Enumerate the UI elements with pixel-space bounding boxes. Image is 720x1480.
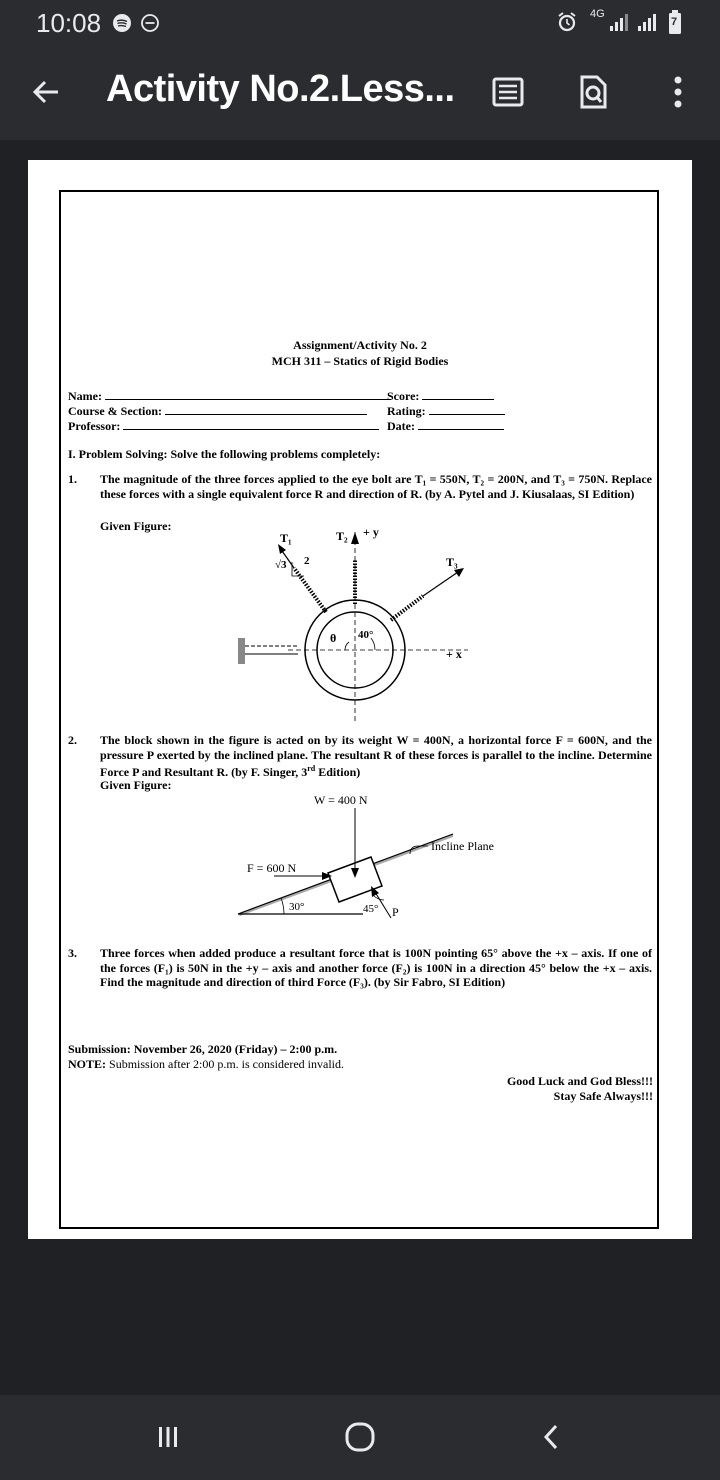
eye-bolt-figure bbox=[228, 525, 468, 732]
name-field bbox=[68, 388, 391, 404]
problem-2-text-sup: rd bbox=[307, 764, 316, 773]
t1-label: T₁ bbox=[280, 531, 292, 545]
two-label: 2 bbox=[304, 555, 310, 567]
incline-label: Incline Plane bbox=[431, 839, 494, 853]
problem-2-text bbox=[100, 733, 652, 780]
rating-label: Rating: bbox=[387, 404, 426, 418]
score-line bbox=[422, 388, 494, 400]
professor-label: Professor: bbox=[68, 419, 121, 433]
name-label: Name: bbox=[68, 389, 102, 403]
problem-2-given: Given Figure: bbox=[100, 778, 172, 792]
problem-3-text: Three forces when added produce a resultant force that is 100N pointing 65° above the +x – axis. If one of the forces (F₁) is 50N in the +y – axis and another force (F₂) is 100N in a direction 45° below the +x – axis. Find the magnitude and direction of third Force (F₃). (by Sir Fabro, SI Edition) bbox=[100, 946, 652, 989]
submission-note bbox=[68, 1057, 344, 1072]
status-bar bbox=[0, 0, 720, 44]
date-field bbox=[387, 418, 504, 434]
spotify-icon bbox=[112, 13, 132, 33]
problem-1-given: Given Figure: bbox=[100, 519, 172, 533]
signal-strength-icon bbox=[608, 12, 634, 32]
back-arrow-icon[interactable] bbox=[28, 74, 64, 110]
thirty-deg-arc bbox=[281, 898, 284, 914]
incline-figure bbox=[228, 792, 494, 920]
course-field bbox=[68, 403, 367, 419]
app-bar bbox=[0, 44, 720, 140]
recent-apps-icon[interactable] bbox=[146, 1417, 190, 1457]
course-label: Course & Section: bbox=[68, 404, 162, 418]
professor-field bbox=[68, 418, 379, 434]
forty-deg-label: 40° bbox=[358, 629, 374, 641]
theta-arc bbox=[345, 642, 349, 650]
navigation-bar bbox=[0, 1395, 720, 1480]
problem-1-text: The magnitude of the three forces applied to the eye bolt are T₁ = 550N, T₂ = 200N, and T₃ = 750N. Replace these forces with a single equivalent force R and direction of R. (by A. Pytel and J. Kiusalaas, SI Edition) bbox=[100, 472, 652, 501]
status-time: 10:08 bbox=[36, 8, 102, 38]
force-label: F = 600 N bbox=[247, 861, 297, 875]
t1-arrow bbox=[278, 544, 286, 554]
score-field bbox=[387, 388, 494, 404]
more-vert-icon[interactable] bbox=[660, 72, 696, 112]
weight-label: W = 400 N bbox=[314, 793, 368, 807]
t2-arrow bbox=[351, 532, 359, 544]
forty-five-deg-label: 45° bbox=[363, 903, 379, 915]
score-label: Score: bbox=[387, 389, 420, 403]
rating-field bbox=[387, 403, 505, 419]
theta-label: θ bbox=[330, 631, 337, 645]
wall-hatch bbox=[238, 638, 245, 664]
alarm-icon bbox=[556, 11, 578, 33]
battery-level: 7 bbox=[671, 16, 678, 28]
document-title: Activity No.2.Less... bbox=[106, 68, 455, 110]
problem-3-number: 3. bbox=[68, 946, 77, 960]
find-in-page-icon[interactable] bbox=[573, 72, 613, 112]
slope-triangle bbox=[292, 562, 304, 576]
t3-arrow bbox=[454, 568, 464, 577]
submission-date: Submission: November 26, 2020 (Friday) – 2:00 p.m. bbox=[68, 1042, 338, 1056]
course-line bbox=[165, 403, 367, 415]
network-type: 4G bbox=[590, 8, 605, 20]
sqrt3-label: √3 bbox=[275, 559, 287, 571]
section-title: I. Problem Solving: Solve the following problems completely: bbox=[68, 447, 381, 461]
date-line bbox=[418, 418, 504, 430]
reader-mode-icon[interactable] bbox=[488, 72, 528, 112]
do-not-disturb-icon bbox=[140, 13, 160, 33]
course-heading: MCH 311 – Statics of Rigid Bodies bbox=[271, 354, 449, 368]
problem-2-text-a: The block shown in the figure is acted on by its weight W = 400N, a horizontal force F = 600N, and the pressure P exerted by the inclined plane. The resultant R of these forces is parallel to the incline. Determine Force P and Resultant R. (by F. Singer, 3 bbox=[100, 733, 652, 779]
t3-label: T₃ bbox=[446, 555, 458, 569]
problem-1-number: 1. bbox=[68, 472, 77, 486]
t2-label: T₂ bbox=[336, 529, 348, 543]
plus-y-label: + y bbox=[363, 525, 379, 539]
t1-rope bbox=[294, 568, 326, 612]
closing-line-2: Stay Safe Always!!! bbox=[553, 1089, 653, 1103]
problem-2-number: 2. bbox=[68, 733, 77, 747]
signal-strength-2-icon bbox=[636, 12, 662, 32]
back-icon[interactable] bbox=[530, 1417, 574, 1457]
p-label: P bbox=[392, 905, 399, 919]
plus-x-label: + x bbox=[446, 647, 462, 661]
assignment-heading: Assignment/Activity No. 2 bbox=[293, 338, 427, 352]
home-icon[interactable] bbox=[338, 1417, 382, 1457]
document-page[interactable] bbox=[28, 160, 692, 1239]
rating-line bbox=[429, 403, 505, 415]
name-line bbox=[105, 388, 391, 400]
thirty-deg-label: 30° bbox=[289, 901, 305, 913]
date-label: Date: bbox=[387, 419, 415, 433]
problem-2-text-b: Edition) bbox=[315, 765, 361, 779]
t3-rope bbox=[391, 596, 423, 620]
note-text: Submission after 2:00 p.m. is considered invalid. bbox=[106, 1057, 344, 1071]
closing-line-1: Good Luck and God Bless!!! bbox=[506, 1074, 653, 1088]
note-label: NOTE: bbox=[68, 1057, 107, 1071]
t3-line bbox=[423, 572, 458, 596]
professor-line bbox=[123, 418, 379, 430]
